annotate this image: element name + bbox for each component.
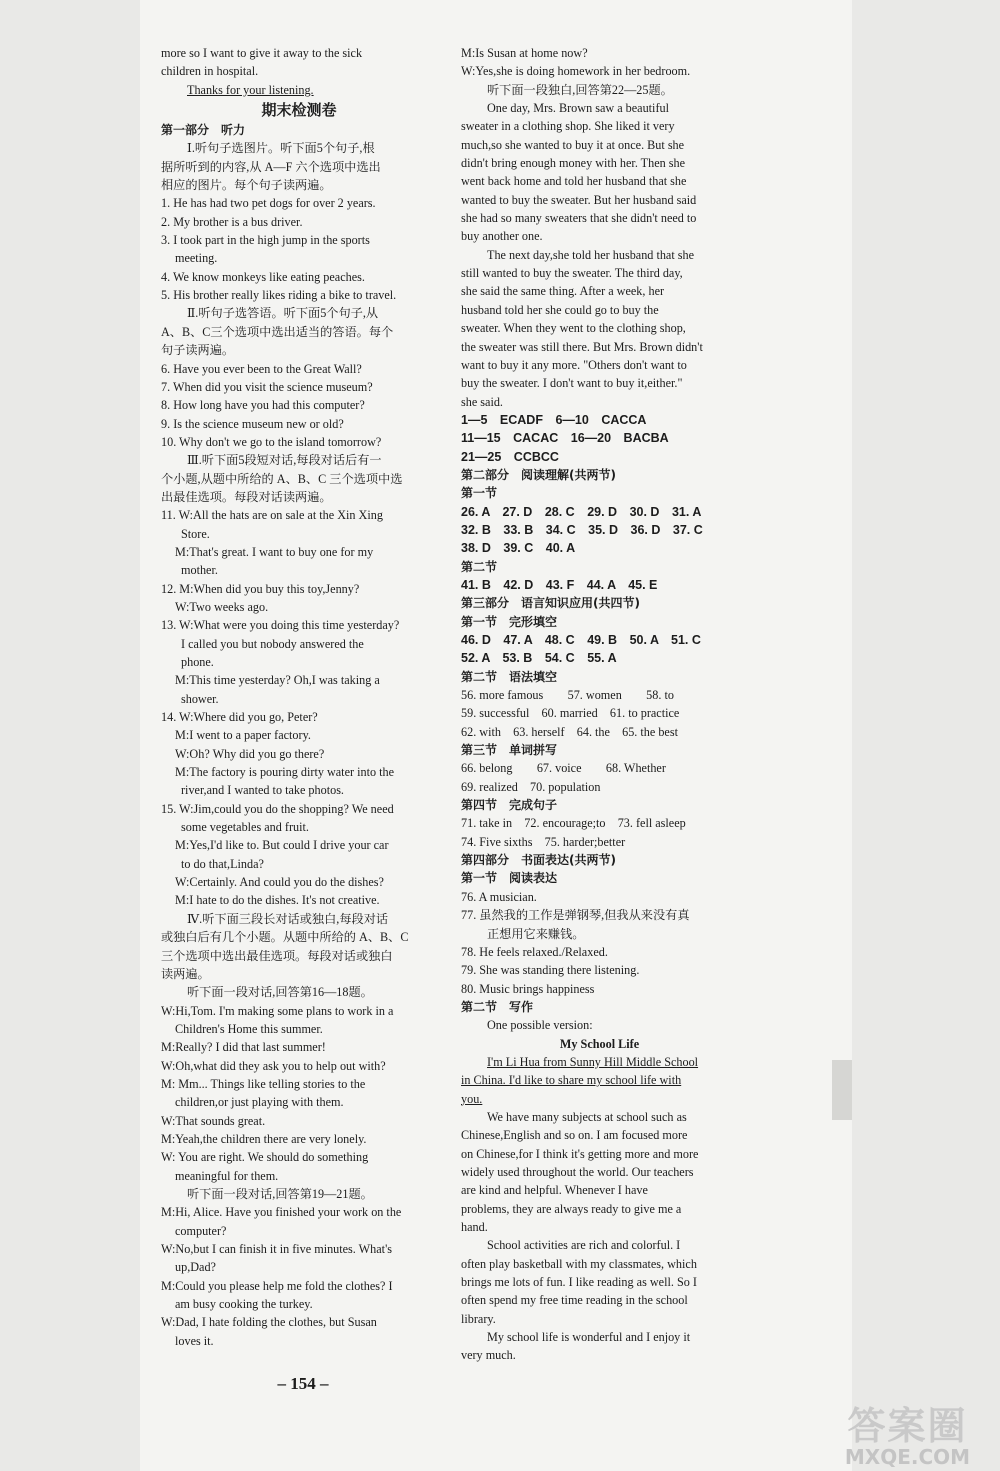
text-line: W:Yes,she is doing homework in her bedroom. bbox=[461, 64, 691, 79]
watermark-en: MXQE.COM bbox=[844, 1445, 971, 1469]
text-line: 74. Five sixths 75. harder;better bbox=[461, 834, 626, 849]
text-line: mother. bbox=[181, 563, 218, 578]
text-line: 第一部分 听力 bbox=[161, 123, 246, 138]
text-line: didn't bring enough money with her. Then she bbox=[461, 156, 686, 171]
text-line: W:Oh,what did they ask you to help out with? bbox=[161, 1058, 386, 1073]
text-line: M:Yeah,the children there are very lonely. bbox=[161, 1131, 367, 1146]
text-line: 1—5 ECADF 6—10 CACCA bbox=[461, 412, 647, 427]
text-line: I'm Li Hua from Sunny Hill Middle School bbox=[487, 1054, 699, 1069]
text-line: 第三节 单词拼写 bbox=[461, 743, 558, 758]
text-line: Ⅲ.听下面5段短对话,每段对话后有一 bbox=[187, 453, 382, 468]
text-line: 个小题,从题中所给的 A、B、C 三个选项中选 bbox=[161, 471, 403, 486]
text-line: sweater in a clothing shop. She liked it very bbox=[461, 119, 675, 134]
watermark-cn: 答案圈 bbox=[847, 1404, 968, 1448]
watermark-logo bbox=[815, 1395, 1000, 1471]
text-line: W:No,but I can finish it in five minutes. What's bbox=[161, 1242, 393, 1256]
text-line: 76. A musician. bbox=[461, 889, 537, 904]
text-line: 相应的图片。每个句子读两遍。 bbox=[161, 178, 332, 193]
text-line: 14. W:Where did you go, Peter? bbox=[161, 710, 318, 725]
text-line: M:This time yesterday? Oh,I was taking a bbox=[175, 673, 380, 688]
text-line: School activities are rich and colorful. I bbox=[487, 1238, 681, 1253]
page-edge-shadow bbox=[832, 1060, 852, 1120]
text-line: you. bbox=[461, 1091, 483, 1106]
text-line: W:That sounds great. bbox=[161, 1113, 266, 1128]
text-line: 8. How long have you had this computer? bbox=[161, 398, 365, 413]
text-line: Store. bbox=[181, 526, 210, 541]
text-line: 2. My brother is a bus driver. bbox=[161, 214, 303, 229]
text-line: want to buy it any more. "Others don't want to bbox=[461, 357, 687, 372]
text-line: 第四节 完成句子 bbox=[461, 798, 558, 813]
text-line: 79. She was standing there listening. bbox=[461, 963, 640, 978]
text-line: went back home and told her husband that she bbox=[461, 174, 687, 189]
text-line: 期末检测卷 bbox=[261, 101, 337, 120]
text-line: sweater. When they went to the clothing shop, bbox=[461, 321, 686, 336]
text-line: in China. I'd like to share my school life with bbox=[461, 1073, 682, 1088]
text-line: children,or just playing with them. bbox=[175, 1095, 344, 1110]
text-line: 77. 虽然我的工作是弹钢琴,但我从来没有真 bbox=[461, 908, 690, 923]
text-line: to do that,Linda? bbox=[181, 856, 264, 871]
text-line: 10. Why don't we go to the island tomorrow? bbox=[161, 434, 382, 449]
text-line: 出最佳选项。每段对话读两遍。 bbox=[161, 489, 332, 504]
text-line: very much. bbox=[461, 1348, 516, 1363]
text-line: M:I hate to do the dishes. It's not creative. bbox=[175, 893, 380, 908]
text-line: still wanted to buy the sweater. The third day, bbox=[461, 266, 683, 281]
text-line: M:Could you please help me fold the clothes? I bbox=[161, 1278, 393, 1293]
text-line: 第一节 阅读表达 bbox=[461, 871, 558, 886]
text-line: husband told her she could go to buy the bbox=[461, 302, 659, 317]
text-line: 第一节 完形填空 bbox=[461, 614, 558, 629]
text-line: 4. We know monkeys like eating peaches. bbox=[161, 269, 365, 284]
text-line: W:Dad, I hate folding the clothes, but Susan bbox=[161, 1315, 377, 1330]
text-line: Thanks for your listening. bbox=[187, 82, 314, 97]
text-line: I called you but nobody answered the bbox=[181, 636, 364, 651]
text-line: The next day,she told her husband that she bbox=[487, 247, 695, 262]
text-line: am busy cooking the turkey. bbox=[175, 1297, 313, 1312]
text-line: 12. M:When did you buy this toy,Jenny? bbox=[161, 581, 360, 596]
text-line: 32. B 33. B 34. C 35. D 36. D 37. C bbox=[461, 522, 703, 537]
text-line: computer? bbox=[175, 1223, 227, 1238]
text-line: 71. take in 72. encourage;to 73. fell asleep bbox=[461, 816, 686, 831]
text-line: 1. He has had two pet dogs for over 2 years. bbox=[161, 196, 376, 211]
text-line: 15. W:Jim,could you do the shopping? We need bbox=[161, 801, 394, 816]
text-line: 21—25 CCBCC bbox=[461, 449, 559, 464]
text-line: on Chinese,for I think it's getting more and more bbox=[461, 1146, 699, 1161]
text-line: 5. His brother really likes riding a bike to travel. bbox=[161, 288, 397, 303]
text-line: she had so many sweaters that she didn't need to bbox=[461, 211, 697, 226]
text-line: One day, Mrs. Brown saw a beautiful bbox=[487, 101, 669, 116]
text-line: 据所听到的内容,从 A—F 六个选项中选出 bbox=[161, 159, 381, 174]
left-column bbox=[161, 44, 437, 1350]
text-line: One possible version: bbox=[487, 1018, 593, 1033]
text-line: 听下面一段独白,回答第22—25题。 bbox=[487, 82, 673, 97]
text-line: M:That's great. I want to buy one for my bbox=[175, 544, 374, 559]
text-line: meeting. bbox=[175, 251, 218, 266]
text-line: 59. successful 60. married 61. to practice bbox=[461, 706, 680, 721]
text-line: 6. Have you ever been to the Great Wall? bbox=[161, 361, 362, 376]
text-line: M:I went to a paper factory. bbox=[175, 728, 311, 743]
text-line: often play basketball with my classmates, which bbox=[461, 1256, 697, 1271]
text-line: children in hospital. bbox=[161, 64, 259, 79]
text-line: 13. W:What were you doing this time yesterday? bbox=[161, 618, 400, 633]
text-line: 11. W:All the hats are on sale at the Xin Xing bbox=[161, 508, 383, 523]
text-line: 三个选项中选出最佳选项。每段对话或独白 bbox=[161, 948, 393, 963]
text-line: often spend my free time reading in the school bbox=[461, 1293, 688, 1308]
text-line: 第二节 bbox=[461, 559, 498, 574]
text-line: she said. bbox=[461, 394, 503, 409]
text-line: 听下面一段对话,回答第16—18题。 bbox=[187, 985, 373, 1000]
text-line: M: Mm... Things like telling stories to the bbox=[161, 1076, 366, 1091]
text-line: 读两遍。 bbox=[161, 966, 210, 981]
text-line: shower. bbox=[181, 691, 219, 706]
text-line: are kind and helpful. Whenever I have bbox=[461, 1183, 648, 1198]
text-line: widely used throughout the world. Our teachers bbox=[461, 1164, 694, 1179]
text-line: 第二部分 阅读理解(共两节) bbox=[461, 467, 616, 482]
text-line: A、B、C三个选项中选出适当的答语。每个 bbox=[161, 324, 394, 339]
text-line: M:The factory is pouring dirty water into the bbox=[175, 765, 394, 780]
text-line: she said the same thing. After a week, her bbox=[461, 284, 665, 299]
text-line: meaningful for them. bbox=[175, 1168, 279, 1183]
text-line: 第二节 写作 bbox=[461, 999, 534, 1014]
text-line: 正想用它来赚钱。 bbox=[487, 926, 585, 941]
text-line: 或独白后有几个小题。从题中所给的 A、B、C bbox=[161, 930, 409, 945]
text-line: 52. A 53. B 54. C 55. A bbox=[461, 651, 617, 666]
text-line: buy the sweater. I don't want to buy it,either." bbox=[461, 376, 683, 391]
text-line: 第四部分 书面表达(共两节) bbox=[461, 853, 616, 868]
right-column bbox=[461, 44, 738, 1365]
text-line: Ⅰ.听句子选图片。听下面5个句子,根 bbox=[187, 141, 375, 156]
text-line: much,so she wanted to buy it at once. But she bbox=[461, 137, 685, 152]
text-line: hand. bbox=[461, 1220, 488, 1234]
text-line: 62. with 63. herself 64. the 65. the best bbox=[461, 724, 678, 739]
text-line: loves it. bbox=[175, 1333, 214, 1348]
text-line: My School Life bbox=[559, 1036, 640, 1051]
text-line: 7. When did you visit the science museum? bbox=[161, 379, 373, 394]
text-line: 第一节 bbox=[461, 486, 498, 501]
text-line: W:Oh? Why did you go there? bbox=[175, 746, 325, 761]
text-line: 26. A 27. D 28. C 29. D 30. D 31. A bbox=[461, 504, 702, 519]
text-line: some vegetables and fruit. bbox=[181, 820, 309, 835]
text-line: 3. I took part in the high jump in the sports bbox=[161, 233, 370, 248]
text-line: My school life is wonderful and I enjoy it bbox=[487, 1330, 691, 1345]
text-line: W:Two weeks ago. bbox=[175, 599, 269, 614]
text-line: We have many subjects at school such as bbox=[487, 1109, 687, 1124]
text-line: M:Really? I did that last summer! bbox=[161, 1040, 326, 1055]
text-line: 66. belong 67. voice 68. Whether bbox=[461, 761, 666, 776]
text-line: 80. Music brings happiness bbox=[461, 981, 595, 996]
text-line: Ⅱ.听句子选答语。听下面5个句子,从 bbox=[187, 306, 379, 321]
text-line: problems, they are always ready to give me a bbox=[461, 1201, 682, 1216]
text-line: M:Yes,I'd like to. But could I drive your car bbox=[175, 838, 389, 853]
text-line: Chinese,English and so on. I am focused more bbox=[461, 1128, 688, 1143]
text-line: 9. Is the science museum new or old? bbox=[161, 416, 344, 431]
text-line: 11—15 CACAC 16—20 BACBA bbox=[461, 431, 669, 446]
text-line: 46. D 47. A 48. C 49. B 50. A 51. C bbox=[461, 633, 701, 647]
text-line: W:Hi,Tom. I'm making some plans to work in a bbox=[161, 1003, 394, 1018]
text-line: 56. more famous 57. women 58. to bbox=[461, 688, 674, 703]
text-line: Ⅳ.听下面三段长对话或独白,每段对话 bbox=[187, 911, 389, 926]
text-line: wanted to buy the sweater. But her husband said bbox=[461, 192, 697, 207]
text-line: phone. bbox=[181, 655, 214, 669]
text-line: more so I want to give it away to the sick bbox=[161, 46, 363, 60]
text-line: 第二节 语法填空 bbox=[461, 669, 558, 684]
text-line: river,and I wanted to take photos. bbox=[181, 783, 344, 798]
text-line: M:Is Susan at home now? bbox=[461, 46, 588, 60]
page-number: – 154 – bbox=[277, 1374, 329, 1393]
text-line: the sweater was still there. But Mrs. Brown didn't bbox=[461, 339, 703, 354]
text-line: 78. He feels relaxed./Relaxed. bbox=[461, 944, 608, 959]
text-line: 41. B 42. D 43. F 44. A 45. E bbox=[461, 577, 658, 592]
text-line: 句子读两遍。 bbox=[161, 343, 235, 358]
text-line: Children's Home this summer. bbox=[175, 1021, 323, 1036]
text-line: 38. D 39. C 40. A bbox=[461, 541, 576, 556]
text-line: library. bbox=[461, 1311, 496, 1326]
text-line: 69. realized 70. population bbox=[461, 779, 601, 794]
text-line: 第三部分 语言知识应用(共四节) bbox=[461, 596, 640, 611]
text-line: brings me lots of fun. I like reading as well. So I bbox=[461, 1275, 697, 1290]
text-line: W:Certainly. And could you do the dishes? bbox=[175, 875, 384, 890]
text-line: 听下面一段对话,回答第19—21题。 bbox=[187, 1186, 373, 1201]
text-line: buy another one. bbox=[461, 229, 543, 244]
text-line: M:Hi, Alice. Have you finished your work on the bbox=[161, 1205, 402, 1220]
text-line: up,Dad? bbox=[175, 1260, 216, 1275]
text-line: W: You are right. We should do something bbox=[161, 1150, 369, 1165]
